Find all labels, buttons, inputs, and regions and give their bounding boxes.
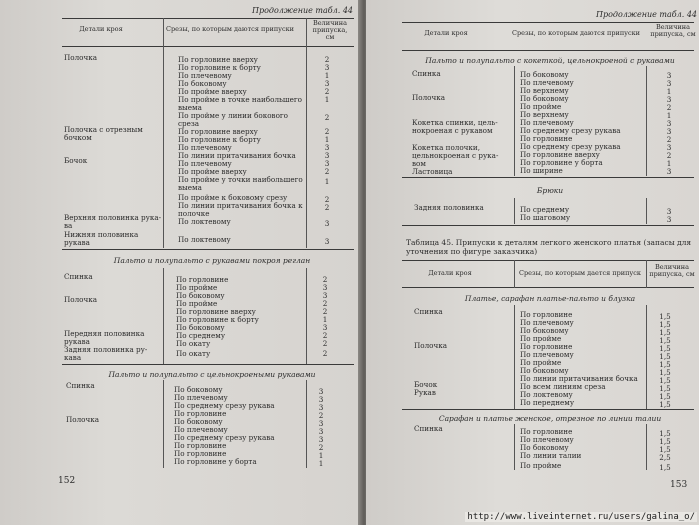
allowance-value: 2 (318, 443, 324, 452)
allowance-value: 3 (666, 207, 672, 216)
cut-text: По боковому (520, 70, 569, 79)
detail-label: Бочок (64, 156, 88, 165)
allowance-value: 2 (324, 127, 330, 136)
cut-text: По ширине (520, 166, 563, 175)
allowance-value: 3 (324, 237, 330, 246)
allowance-value: 3 (318, 427, 324, 436)
cut-text: По горловине вверху (520, 150, 600, 159)
cut-text: По линии притачивания бочка к (178, 201, 303, 210)
detail-label: Спинка (414, 307, 443, 316)
detail-label: Нижняя половинка (64, 230, 139, 239)
cut-text: полочке (178, 209, 210, 218)
cut-text: По линии притачивания бочка (178, 151, 296, 160)
allowance-value: 1 (324, 177, 330, 186)
cut-text: По боковому (176, 323, 225, 332)
detail-label: Задняя половинка (414, 203, 484, 212)
cut-text: По локтевому (520, 390, 573, 399)
cut-text: По пройме (520, 102, 562, 111)
cut-text: По горловине (520, 427, 573, 436)
allowance-value: 1,5 (659, 360, 671, 369)
section-title-dress: Платье, сарафан платье-пальто и блузка (464, 294, 636, 303)
cut-text: выема (178, 103, 202, 112)
cut-text: По шаговому (520, 213, 571, 222)
cut-text: По плечевому (520, 435, 574, 444)
cut-text: По плечевому (520, 118, 574, 127)
allowance-value: 2 (322, 331, 328, 340)
cut-text: По среднему срезу рукава (520, 126, 621, 135)
allowance-value: 1,5 (659, 376, 671, 385)
cut-text: По окату (176, 339, 211, 348)
cut-text: По плечевому (174, 425, 228, 434)
allowance-value: 1 (318, 459, 324, 468)
allowance-value: 3 (324, 79, 330, 88)
cut-text: По верхнему (520, 110, 569, 119)
allowance-value: 3 (324, 151, 330, 160)
cut-text: По среднему (520, 205, 570, 214)
allowance-value: 1 (318, 451, 324, 460)
cut-text: По пройме (176, 283, 218, 292)
allowance-value: 1 (666, 111, 672, 120)
allowance-value: 1,5 (659, 445, 671, 454)
allowance-value: 1 (324, 95, 330, 104)
cut-text: По боковому (520, 94, 569, 103)
cut-text: По горловине вверху (176, 307, 256, 316)
allowance-value: 3 (318, 395, 324, 404)
cut-text: По пройме вверху (178, 87, 247, 96)
allowance-value: 2 (324, 55, 330, 64)
detail-label: Передняя половинка (64, 329, 145, 338)
header-cuts: Срезы, по которым даются припуски (165, 25, 295, 33)
cut-text: По горловине вверху (178, 127, 258, 136)
allowance-value: 3 (322, 323, 328, 332)
allowance-value: 3 (318, 435, 324, 444)
cut-text: По пройме у линии бокового (178, 111, 288, 120)
allowance-value: 3 (666, 95, 672, 104)
allowance-value: 1 (322, 315, 328, 324)
cut-text: По переднему (520, 398, 575, 407)
cut-text: По плечевому (520, 78, 574, 87)
detail-label: Полочка (64, 295, 98, 304)
detail-label: ва (64, 221, 73, 230)
cut-text: По верхнему (520, 86, 569, 95)
section-title-yoke: Пальто и полупальто с кокеткой, цельнокроеной с рукавами (425, 56, 675, 65)
section-title-trousers: Брюки (536, 186, 564, 195)
allowance-value: 2 (322, 349, 328, 358)
page-number-right: 153 (670, 480, 688, 490)
cut-text: По линии талии (520, 451, 582, 460)
allowance-value: 1,5 (659, 336, 671, 345)
detail-label: рукава (64, 337, 90, 346)
cut-text: По горловине (174, 449, 227, 458)
allowance-value: 1,5 (659, 437, 671, 446)
detail-label: Спинка (414, 424, 443, 433)
cut-text: среза (178, 119, 200, 128)
right-page (366, 0, 699, 525)
cut-text: По окату (176, 349, 211, 358)
cut-text: По плечевому (178, 159, 232, 168)
allowance-value: 2,5 (659, 453, 671, 462)
detail-label: Кокетка спинки, цель- (412, 118, 498, 127)
allowance-value: 3 (318, 403, 324, 412)
cut-text: По боковому (174, 385, 223, 394)
allowance-value: 1,5 (659, 320, 671, 329)
allowance-value: 1 (324, 135, 330, 144)
cut-text: По плечевому (178, 143, 232, 152)
allowance-value: 2 (318, 411, 324, 420)
allowance-value: 3 (324, 159, 330, 168)
allowance-value: 1 (324, 71, 330, 80)
section-title-raglan: Пальто и полупальто с рукавами покроя реглан (113, 256, 311, 265)
allowance-value: 2 (322, 339, 328, 348)
allowance-value: 3 (666, 127, 672, 136)
allowance-value: 3 (666, 119, 672, 128)
cut-text: По плечевому (178, 71, 232, 80)
cut-text: По среднему срезу рукава (174, 401, 275, 410)
header-cuts-right: Срезы, по которым даются припуски (511, 29, 641, 37)
detail-label: Рукав (414, 388, 436, 397)
detail-label: Верхняя половинка рука- (64, 213, 162, 222)
cut-text: По горловине к борту (178, 135, 261, 144)
detail-label: Спинка (64, 272, 93, 281)
detail-label: бочком (64, 133, 92, 142)
continuation-label: Продолжение табл. 44 (252, 6, 354, 15)
detail-label: Ластовица (412, 167, 453, 176)
allowance-value: 1,5 (659, 384, 671, 393)
cut-text: По пройме (520, 461, 562, 470)
allowance-value: 3 (324, 63, 330, 72)
cut-text: По плечевому (520, 350, 574, 359)
allowance-value: 2 (324, 203, 330, 212)
cut-text: По пройме к боковому срезу (178, 193, 288, 202)
continuation-label-right: Продолжение табл. 44 (596, 10, 698, 19)
cut-text: По плечевому (174, 393, 228, 402)
allowance-value: 3 (666, 79, 672, 88)
allowance-value: 1,5 (659, 392, 671, 401)
allowance-value: 1 (666, 159, 672, 168)
cut-text: По горловине (520, 342, 573, 351)
allowance-value: 1,5 (659, 400, 671, 409)
cut-text: По боковому (520, 366, 569, 375)
allowance-value: 1,5 (659, 463, 671, 472)
allowance-value: 2 (324, 113, 330, 122)
footer-url[interactable]: http://www.liveinternet.ru/users/galina_o/ (467, 512, 695, 522)
cut-text: По пройме у точки наибольшего (178, 175, 303, 184)
allowance-value: 1,5 (659, 352, 671, 361)
detail-label: Спинка (412, 69, 441, 78)
allowance-value: 2 (322, 275, 328, 284)
page-number-left: 152 (58, 476, 76, 486)
cut-text: По боковому (176, 291, 225, 300)
allowance-value: 1,5 (659, 429, 671, 438)
cut-text: По плечевому (520, 318, 574, 327)
allowance-value: 2 (322, 299, 328, 308)
header-value-right: Величина припуска, см (650, 23, 696, 38)
cut-text: По боковому (520, 326, 569, 335)
allowance-value: 3 (324, 219, 330, 228)
allowance-value: 3 (666, 143, 672, 152)
cut-text: По горловине у борта (520, 158, 603, 167)
cut-text: По горловине (176, 275, 229, 284)
allowance-value: 2 (666, 103, 672, 112)
allowance-value: 1,5 (659, 328, 671, 337)
detail-label: Кокетка полочки, (412, 143, 481, 152)
header-value: Величина припуска, см (312, 19, 348, 41)
detail-label: Спинка (66, 381, 95, 390)
allowance-value: 3 (666, 167, 672, 176)
cut-text: По горловине к борту (178, 63, 261, 72)
table45-title: Таблица 45. Припуски к деталям легкого женского платья (запасы для уточнения по фигуре заказчика) (406, 238, 692, 256)
header2-detail: Детали кроя (428, 269, 472, 277)
cut-text: По локтевому (178, 235, 231, 244)
detail-label: Полочка с отрезным (64, 125, 143, 134)
detail-label: нокроеная с рукавом (412, 126, 493, 135)
allowance-value: 3 (666, 215, 672, 224)
detail-label: Бочок (414, 380, 438, 389)
detail-label: вом (412, 159, 426, 168)
cut-text: По горловине (520, 134, 573, 143)
cut-text: По среднему (176, 331, 226, 340)
cut-text: По пройме (176, 299, 218, 308)
cut-text: По горловине у борта (174, 457, 257, 466)
allowance-value: 2 (324, 195, 330, 204)
cut-text: По пройме (520, 358, 562, 367)
allowance-value: 1 (666, 87, 672, 96)
cut-text: По пройме в точке наибольшего (178, 95, 302, 104)
detail-label: Полочка (66, 415, 100, 424)
allowance-value: 1,5 (659, 344, 671, 353)
cut-text: По боковому (174, 417, 223, 426)
header-detail: Детали кроя (79, 25, 123, 33)
detail-label: Задняя половинка ру- (64, 345, 148, 354)
detail-label: Полочка (414, 341, 448, 350)
allowance-value: 3 (318, 419, 324, 428)
allowance-value: 3 (324, 143, 330, 152)
allowance-value: 2 (666, 151, 672, 160)
allowance-value: 3 (322, 291, 328, 300)
cut-text: По горловине к борту (176, 315, 259, 324)
header2-value: Величина припуска, см (649, 263, 695, 278)
cut-text: выема (178, 183, 202, 192)
cut-text: По линии притачивания бочка (520, 374, 638, 383)
allowance-value: 3 (666, 71, 672, 80)
allowance-value: 2 (322, 307, 328, 316)
allowance-value: 3 (322, 283, 328, 292)
allowance-value: 1,5 (659, 368, 671, 377)
detail-label: кава (64, 353, 82, 362)
allowance-value: 2 (666, 135, 672, 144)
cut-text: По боковому (520, 443, 569, 452)
allowance-value: 2 (324, 87, 330, 96)
cut-text: По горловине (174, 441, 227, 450)
cut-text: По горловине вверху (178, 55, 258, 64)
cut-text: По локтевому (178, 217, 231, 226)
cut-text: По горловине (520, 310, 573, 319)
header2-cuts: Срезы, по которым дается припуск (519, 269, 641, 277)
detail-label: цельнокроеная с рука- (412, 151, 499, 160)
cut-text: По всем линиям среза (520, 382, 606, 391)
cut-text: По боковому (178, 79, 227, 88)
section-title-sundress: Сарафан и платье женское, отрезное по линии талии (438, 414, 662, 423)
cut-text: По среднему срезу рукава (174, 433, 275, 442)
cut-text: По горловине (174, 409, 227, 418)
detail-label: Полочка (412, 93, 446, 102)
allowance-value: 3 (318, 387, 324, 396)
cut-text: По пройме (520, 334, 562, 343)
allowance-value: 1,5 (659, 312, 671, 321)
detail-label: рукава (64, 238, 90, 247)
cut-text: По пройме вверху (178, 167, 247, 176)
section-title-kimono: Пальто и полупальто с цельнокроеными рукавами (108, 370, 316, 379)
cut-text: По среднему срезу рукава (520, 142, 621, 151)
header-detail-right: Детали кроя (424, 29, 468, 37)
allowance-value: 2 (324, 167, 330, 176)
detail-label: Полочка (64, 53, 98, 62)
